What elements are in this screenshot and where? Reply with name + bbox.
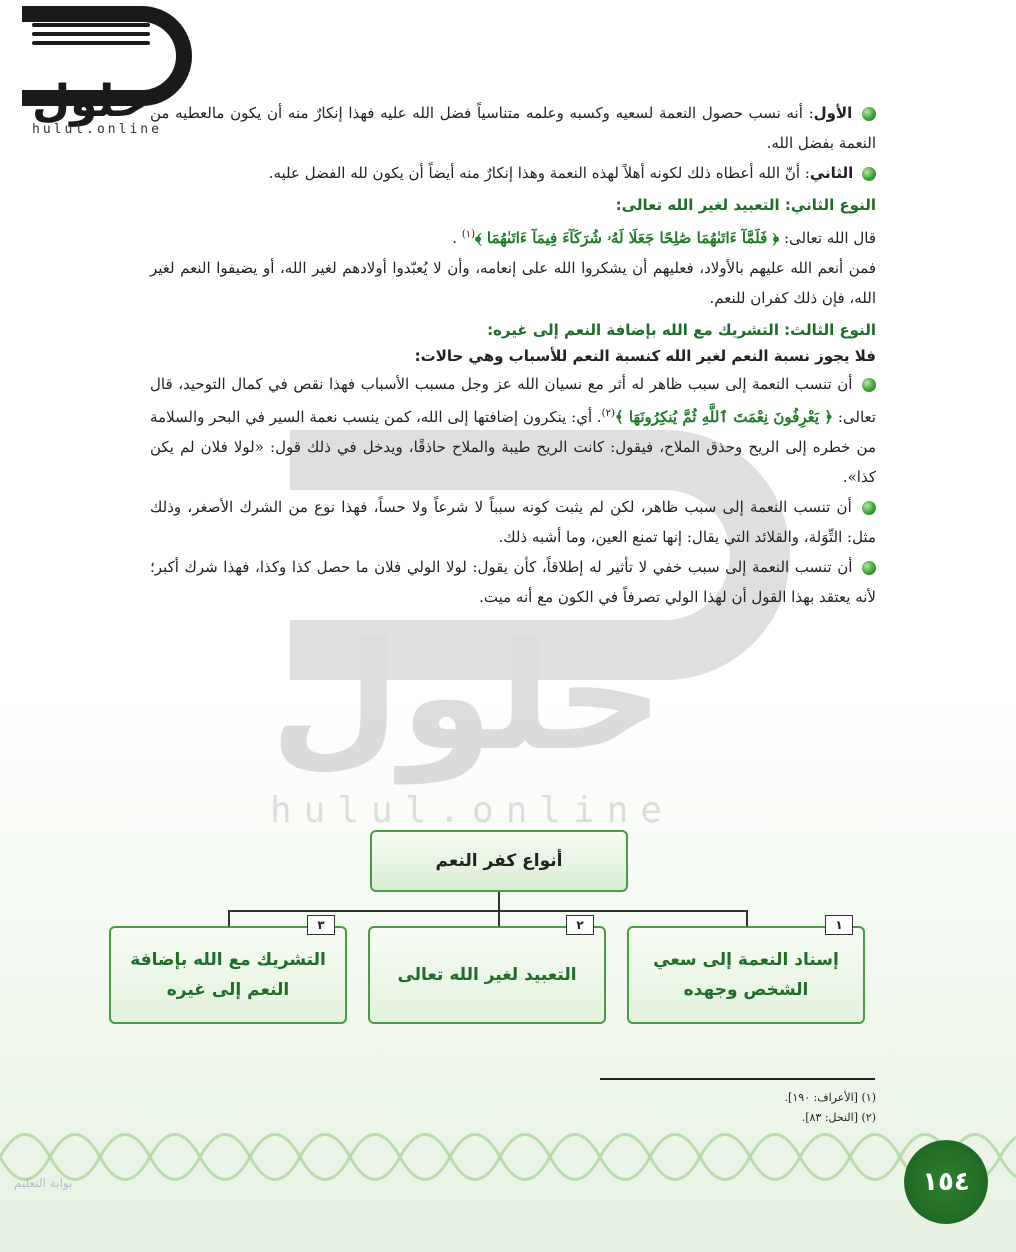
- ornamental-border: [0, 1102, 1016, 1212]
- case-1: أن تنسب النعمة إلى سبب ظاهر له أثر مع نسيان الله عز وجل مسبب الأسباب فهذا نقص في كمال التوحيد، قال تعالى: ﴿ يَعْرِفُونَ نِعْمَتَ ٱللَّهِ ثُمَّ يُنكِرُونَهَا ﴾$^{(٢)}$. أي: ينكرون إضافتها إلى الله، كمن ينسب نعمة السير في البحر والسلامة من خطره إلى الريح وحذق الملاح، فيقول: كانت الريح طيبة والملاح حاذقًا، ويدخل في ذلك قول: «لولا فلان لم يكن كذا».: [150, 375, 876, 486]
- point-first: الأول: أنه نسب حصول النعمة لسعيه وكسبه وعلمه متناسياً فضل الله عليه فهذا إنكارٌ منه أن يكون مالعطيه من النعمة بفضل الله.: [150, 104, 876, 152]
- types-diagram: [100, 830, 880, 1030]
- main-text: [150, 98, 876, 612]
- footnote-1: (١) [الأعراف: ١٩٠].: [784, 1091, 876, 1104]
- case-2: أن تنسب النعمة إلى سبب ظاهر، لكن لم يثبت كونه سبباً لا شرعاً ولا حساً، فهذا نوع من الشرك الأصغر، وذلك مثل: التِّوَلة، والقلائد التي يقال: إنها تمنع العين، وما أشبه ذلك.: [150, 498, 876, 546]
- bullet-icon: [862, 501, 876, 515]
- bullet-icon: [862, 561, 876, 575]
- diagram-node-2: ٢ التعبيد لغير الله تعالى: [368, 926, 606, 1024]
- point-second: الثاني: أنّ الله أعطاه ذلك لكونه أهلاً لهذه النعمة وهذا إنكارٌ منه أيضاً أن يكون لله الفضل عليه.: [150, 158, 876, 188]
- diagram-root: أنواع كفر النعم: [370, 830, 628, 892]
- diagram-node-1: ١ إسناد النعمة إلى سعي الشخص وجهده: [627, 926, 865, 1024]
- diagram-node-3: ٣ التشريك مع الله بإضافة النعم إلى غيره: [109, 926, 347, 1024]
- footnote-2: (٢) [النحل: ٨٣].: [801, 1111, 876, 1124]
- footnote-divider: [600, 1078, 875, 1080]
- corner-watermark: بوابة التعليم: [14, 1176, 73, 1190]
- site-logo: حلول hulul.online: [12, 6, 192, 151]
- bullet-icon: [862, 378, 876, 392]
- page-number-badge: ١٥٤: [904, 1140, 988, 1224]
- quran-verse: ﴿ يَعْرِفُونَ نِعْمَتَ ٱللَّهِ ثُمَّ يُنكِرُونَهَا ﴾: [614, 408, 834, 426]
- section-heading-2: النوع الثاني: التعبيد لغير الله تعالى:: [615, 196, 876, 214]
- section-heading-3: النوع الثالث: التشريك مع الله بإضافة النعم إلى غيره:: [487, 321, 876, 339]
- case-3: أن تنسب النعمة إلى سبب خفي لا تأثير له إطلاقاً، كأن يقول: لولا الولي فلان ما حصل كذا وكذا، فهذا شرك أكبر؛ لأنه يعتقد بهذا القول أن لهذا الولي تصرفاً في الكون مع أنه ميت.: [150, 558, 876, 606]
- verse-line-1: قال الله تعالى: ﴿ فَلَمَّآ ءَاتَىٰهُمَا صَٰلِحًا جَعَلَا لَهُۥ شُرَكَآءَ فِيمَآ ءَاتَىٰهُمَا ﴾$^{(١)}$ .: [452, 229, 876, 247]
- bullet-icon: [862, 107, 876, 121]
- paragraph-3: فمن أنعم الله عليهم بالأولاد، فعليهم أن يشكروا الله على إنعامه، وأن لا يُعبّدوا أولادهم لغير الله، أو يضيفوا النعم لغير الله، فإن ذلك كفران للنعم.: [150, 259, 876, 307]
- watermark-logo: حلول hulul.online: [250, 430, 810, 830]
- bullet-icon: [862, 167, 876, 181]
- section-subheading-3: فلا يجوز نسبة النعم لغير الله كنسبة النعم للأسباب وهي حالات:: [414, 347, 876, 365]
- quran-verse: ﴿ فَلَمَّآ ءَاتَىٰهُمَا صَٰلِحًا جَعَلَا لَهُۥ شُرَكَآءَ فِيمَآ ءَاتَىٰهُمَا ﴾: [475, 229, 780, 247]
